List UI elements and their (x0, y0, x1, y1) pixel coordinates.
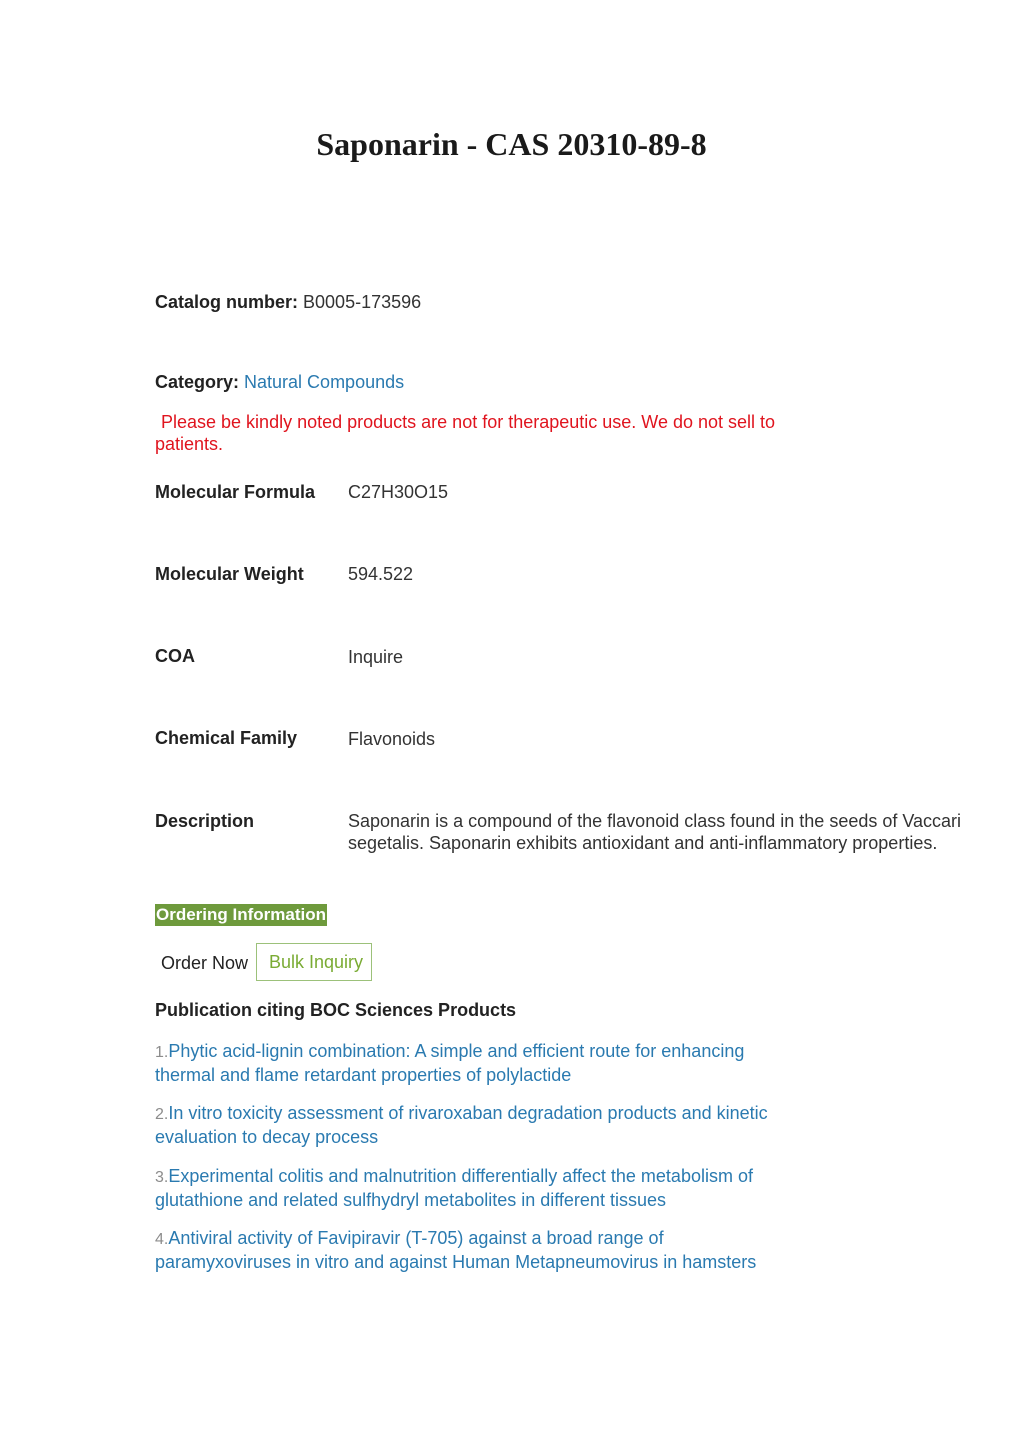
category (155, 371, 404, 393)
publication-item[interactable] (155, 1102, 845, 1149)
publication-number: 2. (155, 1106, 169, 1123)
description-label: Description (155, 811, 255, 831)
molecular-formula-value: C27H30O15 (348, 482, 449, 502)
chemical-family-link[interactable]: Flavonoids (348, 729, 436, 749)
publication-title-line[interactable]: Phytic acid-lignin combination: A simple and efficient route for enhancing (168, 1041, 745, 1061)
catalog-number-value: B0005-173596 (303, 292, 422, 312)
description-line: Saponarin is a compound of the flavonoid class found in the seeds of Vaccari (348, 811, 962, 831)
publication-title-line[interactable]: evaluation to decay process (155, 1127, 379, 1147)
publication-title-line[interactable]: Antiviral activity of Favipiravir (T-705) against a broad range of (168, 1228, 664, 1248)
description-line: segetalis. Saponarin exhibits antioxidant and anti-inflammatory properties. (348, 833, 938, 853)
publications-heading: Publication citing BOC Sciences Products (155, 1000, 517, 1020)
category-label: Category: (155, 372, 240, 392)
therapeutic-use-notice (155, 411, 825, 455)
publication-title-line[interactable]: thermal and flame retardant properties of polylactide (155, 1065, 572, 1085)
chemical-family-label: Chemical Family (155, 728, 298, 748)
ordering-information-banner: Ordering Information (156, 905, 326, 924)
publication-item[interactable] (155, 1040, 845, 1087)
order-now-button[interactable]: Order Now (161, 953, 249, 973)
publication-item[interactable] (155, 1227, 845, 1274)
publication-number: 1. (155, 1044, 169, 1061)
notice-line: Please be kindly noted products are not for therapeutic use. We do not sell to (161, 412, 776, 432)
description-text (348, 810, 1023, 854)
notice-line: patients. (155, 434, 224, 454)
category-link[interactable]: Natural Compounds (244, 372, 405, 392)
publication-title-line[interactable]: In vitro toxicity assessment of rivaroxaban degradation products and kinetic (168, 1103, 768, 1123)
page-title: Saponarin - CAS 20310-89-8 (316, 126, 707, 162)
catalog-number (155, 291, 421, 313)
bulk-inquiry-button[interactable]: Bulk Inquiry (256, 943, 372, 981)
publication-title-line[interactable]: glutathione and related sulfhydryl metabolites in different tissues (155, 1190, 666, 1210)
coa-label: COA (155, 646, 195, 666)
molecular-weight-label: Molecular Weight (155, 564, 304, 584)
molecular-weight-value: 594.522 (348, 564, 414, 584)
publication-number: 4. (155, 1231, 169, 1248)
coa-inquire-link[interactable]: Inquire (348, 647, 404, 667)
publication-item[interactable] (155, 1165, 845, 1212)
publication-title-line[interactable]: paramyxoviruses in vitro and against Human Metapneumovirus in hamsters (155, 1252, 757, 1272)
molecular-formula-label: Molecular Formula (155, 482, 316, 502)
publication-number: 3. (155, 1169, 169, 1186)
publication-title-line[interactable]: Experimental colitis and malnutrition differentially affect the metabolism of (168, 1166, 753, 1186)
catalog-number-label: Catalog number: (155, 292, 299, 312)
